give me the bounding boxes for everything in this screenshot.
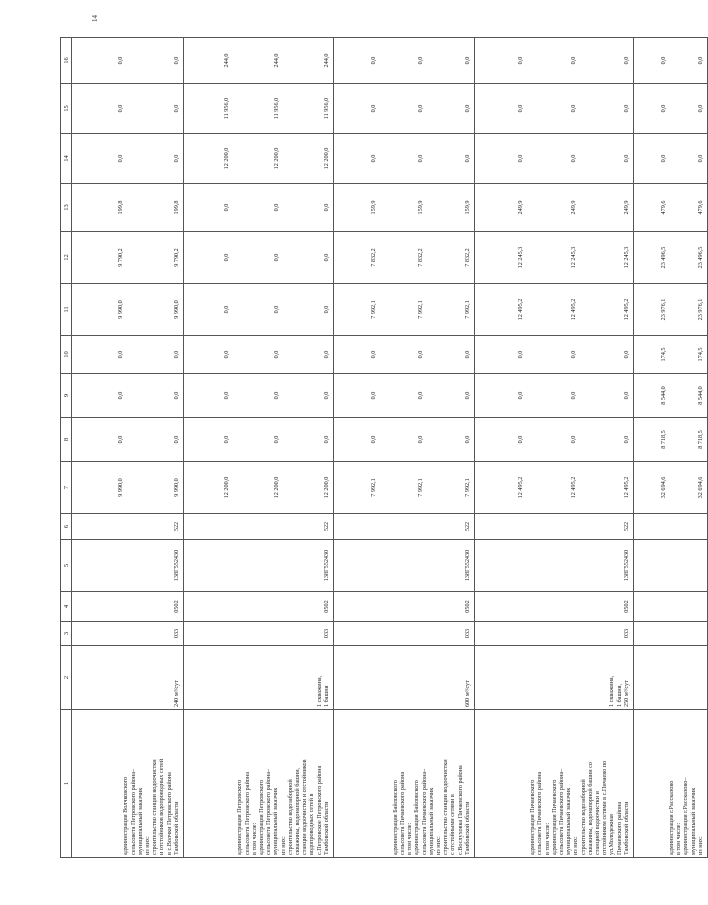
code-cell-c6: 522 — [334, 514, 475, 540]
code-cell-c6 — [634, 514, 708, 540]
code-cell-c5: 138Г552430 — [184, 540, 334, 592]
value-cell-col-14: 0,0 — [475, 134, 528, 184]
value-cell-col-10: 0,0 — [428, 336, 475, 374]
table-row — [634, 38, 671, 858]
value-cell-col-7: 9 990,0 — [128, 462, 184, 514]
row-description — [72, 710, 184, 858]
description-line: сельсовета Петровского района– — [129, 768, 137, 855]
value-cell-col-14: 0,0 — [428, 134, 475, 184]
value-cell-col-9: 0,0 — [184, 374, 234, 418]
value-cell-col-16: 0,0 — [72, 38, 128, 84]
value-cell-col-11: 12 495,2 — [475, 284, 528, 336]
column-header-1: 1 — [61, 710, 72, 858]
description-line: муниципальный заказчик — [272, 787, 280, 855]
value-cell-col-14: 12 200,0 — [184, 134, 234, 184]
description-line: станции водоочистки и отстойников — [301, 759, 309, 855]
description-line: сельсовета Пичаевского района– — [420, 768, 428, 855]
table-row — [72, 38, 128, 858]
description-line: и отстойников водопроводных сетей — [158, 758, 166, 855]
value-cell-col-12: 0,0 — [184, 232, 234, 284]
capacity-cell — [334, 646, 475, 710]
value-cell-col-14: 12 200,0 — [284, 134, 334, 184]
column-header-8: 8 — [61, 418, 72, 462]
value-cell-col-16: 0,0 — [671, 38, 708, 84]
value-cell-col-16: 0,0 — [581, 38, 634, 84]
code-cell-c5: 138Г552430 — [334, 540, 475, 592]
value-cell-col-7: 12 495,2 — [475, 462, 528, 514]
description-line: в том числе: — [250, 822, 258, 855]
description-line: сельсовета Пичаевского района — [536, 771, 544, 855]
description-line: муниципальный заказчик — [427, 787, 435, 855]
value-cell-col-15: 0,0 — [475, 84, 528, 134]
value-cell-col-10: 174,5 — [634, 336, 671, 374]
code-cell-c4 — [634, 592, 708, 622]
description-line: строительство станции водоочистки — [151, 759, 159, 855]
description-line: строительство водозаборной — [286, 779, 294, 855]
value-cell-col-8: 0,0 — [72, 418, 128, 462]
value-cell-col-14: 0,0 — [72, 134, 128, 184]
code-cell-c4: 0502 — [334, 592, 475, 622]
value-cell-col-10: 0,0 — [128, 336, 184, 374]
value-cell-col-15: 0,0 — [581, 84, 634, 134]
page-number: 14 — [91, 15, 99, 22]
description-line: в с.Волчки Петровского района — [165, 772, 173, 855]
description-line: с.Петровское Петровского района — [315, 765, 323, 855]
code-cell-c5 — [634, 540, 708, 592]
value-cell-col-9: 8 544,0 — [634, 374, 671, 418]
capacity-cell — [72, 646, 184, 710]
value-cell-col-7: 12 200,0 — [284, 462, 334, 514]
value-cell-col-11: 7 992,1 — [381, 284, 428, 336]
value-cell-col-11: 12 495,2 — [581, 284, 634, 336]
value-cell-col-16: 0,0 — [634, 38, 671, 84]
description-line: Тамбовской области — [622, 801, 630, 855]
description-line: строительство водозаборной — [579, 779, 587, 855]
value-cell-col-13: 159,9 — [381, 184, 428, 232]
description-line: сельсовета Петровского района– — [265, 768, 273, 855]
value-cell-col-15: 0,0 — [671, 84, 708, 134]
value-cell-col-12: 23 496,5 — [671, 232, 708, 284]
value-cell-col-8: 0,0 — [234, 418, 284, 462]
value-cell-col-9: 0,0 — [128, 374, 184, 418]
code-cell-c6: 522 — [184, 514, 334, 540]
value-cell-col-7: 7 992,1 — [381, 462, 428, 514]
value-cell-col-10: 0,0 — [334, 336, 381, 374]
code-cell-c5: 138Г552430 — [475, 540, 634, 592]
value-cell-col-13: 479,6 — [671, 184, 708, 232]
value-cell-col-11: 12 495,2 — [528, 284, 581, 336]
description-line: станцией водоочистки и — [593, 791, 601, 855]
value-cell-col-13: 0,0 — [234, 184, 284, 232]
description-line: муниципальный заказчик — [565, 787, 573, 855]
column-header-11: 11 — [61, 284, 72, 336]
value-cell-col-13: 199,8 — [72, 184, 128, 232]
capacity-line: 1 скважина, — [315, 675, 323, 707]
value-cell-col-15: 0,0 — [528, 84, 581, 134]
value-cell-col-15: 11 956,0 — [184, 84, 234, 134]
description-line: скважины, водонапорной башни со — [586, 762, 594, 855]
value-cell-col-9: 0,0 — [334, 374, 381, 418]
value-cell-col-11: 23 976,1 — [634, 284, 671, 336]
capacity-line: 240 м³/сут — [172, 680, 180, 707]
capacity-cell — [634, 646, 708, 710]
value-cell-col-8: 8 718,5 — [671, 418, 708, 462]
code-cell-c3 — [634, 622, 708, 646]
value-cell-col-10: 0,0 — [475, 336, 528, 374]
value-cell-col-7: 12 200,0 — [184, 462, 234, 514]
column-header-13: 13 — [61, 184, 72, 232]
description-line: администрация Пичаевского — [550, 779, 558, 855]
description-line: ул.Молодежная — [608, 814, 616, 855]
capacity-line: 1 башня, — [615, 683, 623, 707]
value-cell-col-15: 11 956,0 — [234, 84, 284, 134]
value-cell-col-7: 12 495,2 — [528, 462, 581, 514]
value-cell-col-15: 0,0 — [381, 84, 428, 134]
value-cell-col-7: 7 992,1 — [334, 462, 381, 514]
code-cell-c6: 522 — [475, 514, 634, 540]
value-cell-col-9: 0,0 — [72, 374, 128, 418]
value-cell-col-7: 12 495,2 — [581, 462, 634, 514]
value-cell-col-9: 0,0 — [475, 374, 528, 418]
value-cell-col-13: 159,9 — [334, 184, 381, 232]
value-cell-col-16: 244,0 — [234, 38, 284, 84]
table-body — [72, 38, 708, 858]
budget-table — [60, 37, 708, 858]
description-line: скважины, водонапорной башни, — [293, 767, 301, 855]
description-line: из них: — [696, 836, 704, 855]
value-cell-col-9: 0,0 — [284, 374, 334, 418]
column-header-12: 12 — [61, 232, 72, 284]
value-cell-col-16: 0,0 — [381, 38, 428, 84]
value-cell-col-15: 0,0 — [634, 84, 671, 134]
value-cell-col-10: 0,0 — [72, 336, 128, 374]
value-cell-col-14: 0,0 — [581, 134, 634, 184]
description-line: администрация Волчковского — [122, 776, 130, 855]
value-cell-col-14: 0,0 — [334, 134, 381, 184]
value-cell-col-12: 9 790,2 — [128, 232, 184, 284]
value-cell-col-12: 0,0 — [234, 232, 284, 284]
column-header-9: 9 — [61, 374, 72, 418]
value-cell-col-12: 0,0 — [284, 232, 334, 284]
value-cell-col-12: 12 245,3 — [528, 232, 581, 284]
value-cell-col-11: 9 990,0 — [128, 284, 184, 336]
value-cell-col-14: 0,0 — [528, 134, 581, 184]
value-cell-col-12: 9 790,2 — [72, 232, 128, 284]
capacity-line: 600 м³/сут — [463, 680, 471, 707]
description-line: отстойником сетями в с.Пичаево по — [601, 760, 609, 855]
value-cell-col-11: 7 992,1 — [428, 284, 475, 336]
value-cell-col-13: 0,0 — [184, 184, 234, 232]
value-cell-col-10: 0,0 — [184, 336, 234, 374]
value-cell-col-9: 0,0 — [234, 374, 284, 418]
value-cell-col-16: 0,0 — [528, 38, 581, 84]
value-cell-col-8: 0,0 — [528, 418, 581, 462]
capacity-line: 250 м³/сут — [622, 680, 630, 707]
value-cell-col-9: 0,0 — [581, 374, 634, 418]
value-cell-col-16: 244,0 — [184, 38, 234, 84]
code-cell-c5: 138Г552430 — [72, 540, 184, 592]
value-cell-col-8: 0,0 — [475, 418, 528, 462]
value-cell-col-12: 12 245,3 — [475, 232, 528, 284]
value-cell-col-13: 0,0 — [284, 184, 334, 232]
value-cell-col-8: 0,0 — [128, 418, 184, 462]
row-description — [184, 710, 334, 858]
value-cell-col-7: 12 200,0 — [234, 462, 284, 514]
description-line: Тамбовской области — [322, 801, 330, 855]
table-row — [334, 38, 381, 858]
value-cell-col-11: 0,0 — [234, 284, 284, 336]
value-cell-col-11: 0,0 — [284, 284, 334, 336]
column-header-5: 5 — [61, 540, 72, 592]
value-cell-col-13: 249,9 — [581, 184, 634, 232]
value-cell-col-16: 244,0 — [284, 38, 334, 84]
capacity-line: 1 башня — [322, 685, 330, 707]
value-cell-col-8: 0,0 — [184, 418, 234, 462]
description-line: администрация Байловского — [391, 780, 399, 855]
description-line: Тамбовской области — [172, 801, 180, 855]
description-line: сельсовета Пичаевского района — [398, 771, 406, 855]
description-line: администрация Петровского — [236, 779, 244, 855]
value-cell-col-12: 7 832,2 — [381, 232, 428, 284]
value-cell-col-8: 0,0 — [334, 418, 381, 462]
value-cell-col-9: 0,0 — [428, 374, 475, 418]
value-cell-col-8: 0,0 — [581, 418, 634, 462]
value-cell-col-12: 7 832,2 — [334, 232, 381, 284]
description-line: строительство станции водоочистки — [442, 759, 450, 855]
column-header-14: 14 — [61, 134, 72, 184]
code-cell-c4: 0502 — [184, 592, 334, 622]
description-line: администрация г.Рассказово– — [682, 777, 690, 855]
description-line: с.Вослуховка Пичаевского района — [456, 765, 464, 855]
column-header-10: 10 — [61, 336, 72, 374]
value-cell-col-10: 0,0 — [284, 336, 334, 374]
value-cell-col-16: 0,0 — [475, 38, 528, 84]
value-cell-col-7: 9 990,0 — [72, 462, 128, 514]
column-header-16: 16 — [61, 38, 72, 84]
value-cell-col-10: 0,0 — [381, 336, 428, 374]
rotated-table-sheet — [60, 15, 704, 858]
code-cell-c4: 0502 — [475, 592, 634, 622]
value-cell-col-10: 174,5 — [671, 336, 708, 374]
column-header-2: 2 — [61, 646, 72, 710]
code-cell-c3: 033 — [72, 622, 184, 646]
description-line: администрация Петровского — [257, 779, 265, 855]
value-cell-col-11: 7 992,1 — [334, 284, 381, 336]
value-cell-col-8: 0,0 — [284, 418, 334, 462]
row-description — [634, 710, 708, 858]
value-cell-col-13: 249,9 — [475, 184, 528, 232]
value-cell-col-9: 0,0 — [528, 374, 581, 418]
description-line: сельсовета Пичаевского района– — [557, 768, 565, 855]
description-line: водопроводных сетей в — [308, 793, 316, 855]
value-cell-col-13: 249,9 — [528, 184, 581, 232]
value-cell-col-14: 0,0 — [128, 134, 184, 184]
value-cell-col-10: 0,0 — [528, 336, 581, 374]
description-line: муниципальный заказчик — [689, 787, 697, 855]
value-cell-col-8: 0,0 — [381, 418, 428, 462]
description-line: из них: — [143, 836, 151, 855]
code-cell-c3: 033 — [184, 622, 334, 646]
description-line: из них: — [434, 836, 442, 855]
value-cell-col-13: 199,8 — [128, 184, 184, 232]
description-line: в том числе: — [406, 822, 414, 855]
value-cell-col-16: 0,0 — [128, 38, 184, 84]
description-line: муниципальный заказчик — [136, 787, 144, 855]
value-cell-col-8: 0,0 — [428, 418, 475, 462]
code-cell-c4: 0502 — [72, 592, 184, 622]
value-cell-col-15: 0,0 — [334, 84, 381, 134]
column-header-15: 15 — [61, 84, 72, 134]
column-header-7: 7 — [61, 462, 72, 514]
description-line: Пичаевского района — [615, 801, 623, 855]
capacity-cell — [184, 646, 334, 710]
value-cell-col-15: 0,0 — [428, 84, 475, 134]
description-line: администрация Пичаевского — [529, 779, 537, 855]
column-header-4: 4 — [61, 592, 72, 622]
code-cell-c6: 522 — [72, 514, 184, 540]
value-cell-col-13: 479,6 — [634, 184, 671, 232]
description-line: сельсовета Петровского района — [243, 772, 251, 855]
column-header-6: 6 — [61, 514, 72, 540]
value-cell-col-10: 0,0 — [581, 336, 634, 374]
value-cell-col-8: 8 718,5 — [634, 418, 671, 462]
value-cell-col-9: 0,0 — [381, 374, 428, 418]
capacity-line: 1 скважина, — [608, 675, 616, 707]
value-cell-col-15: 11 956,0 — [284, 84, 334, 134]
table-row — [184, 38, 234, 858]
description-line: администрация г.Рассказово — [667, 780, 675, 855]
value-cell-col-11: 0,0 — [184, 284, 234, 336]
table-row — [475, 38, 528, 858]
code-cell-c3: 033 — [475, 622, 634, 646]
description-line: в том числе: — [675, 822, 683, 855]
value-cell-col-7: 7 992,1 — [428, 462, 475, 514]
value-cell-col-14: 12 200,0 — [234, 134, 284, 184]
column-number-row — [61, 38, 72, 858]
value-cell-col-9: 8 544,0 — [671, 374, 708, 418]
value-cell-col-10: 0,0 — [234, 336, 284, 374]
description-line: из них: — [279, 836, 287, 855]
value-cell-col-7: 32 694,6 — [634, 462, 671, 514]
value-cell-col-16: 0,0 — [334, 38, 381, 84]
value-cell-col-15: 0,0 — [72, 84, 128, 134]
value-cell-col-14: 0,0 — [381, 134, 428, 184]
value-cell-col-12: 12 245,3 — [581, 232, 634, 284]
description-line: с отстойными сетями в — [449, 794, 457, 855]
value-cell-col-11: 23 976,1 — [671, 284, 708, 336]
column-header-3: 3 — [61, 622, 72, 646]
description-line: администрация Байловского — [413, 780, 421, 855]
value-cell-col-12: 23 496,5 — [634, 232, 671, 284]
description-line: из них: — [572, 836, 580, 855]
description-line: в том числе: — [543, 822, 551, 855]
value-cell-col-14: 0,0 — [634, 134, 671, 184]
value-cell-col-16: 0,0 — [428, 38, 475, 84]
code-cell-c3: 033 — [334, 622, 475, 646]
row-description — [334, 710, 475, 858]
value-cell-col-12: 7 832,2 — [428, 232, 475, 284]
value-cell-col-14: 0,0 — [671, 134, 708, 184]
value-cell-col-15: 0,0 — [128, 84, 184, 134]
description-line: Тамбовской области — [463, 801, 471, 855]
value-cell-col-11: 9 990,0 — [72, 284, 128, 336]
row-description — [475, 710, 634, 858]
value-cell-col-7: 32 694,6 — [671, 462, 708, 514]
value-cell-col-13: 159,9 — [428, 184, 475, 232]
capacity-cell — [475, 646, 634, 710]
